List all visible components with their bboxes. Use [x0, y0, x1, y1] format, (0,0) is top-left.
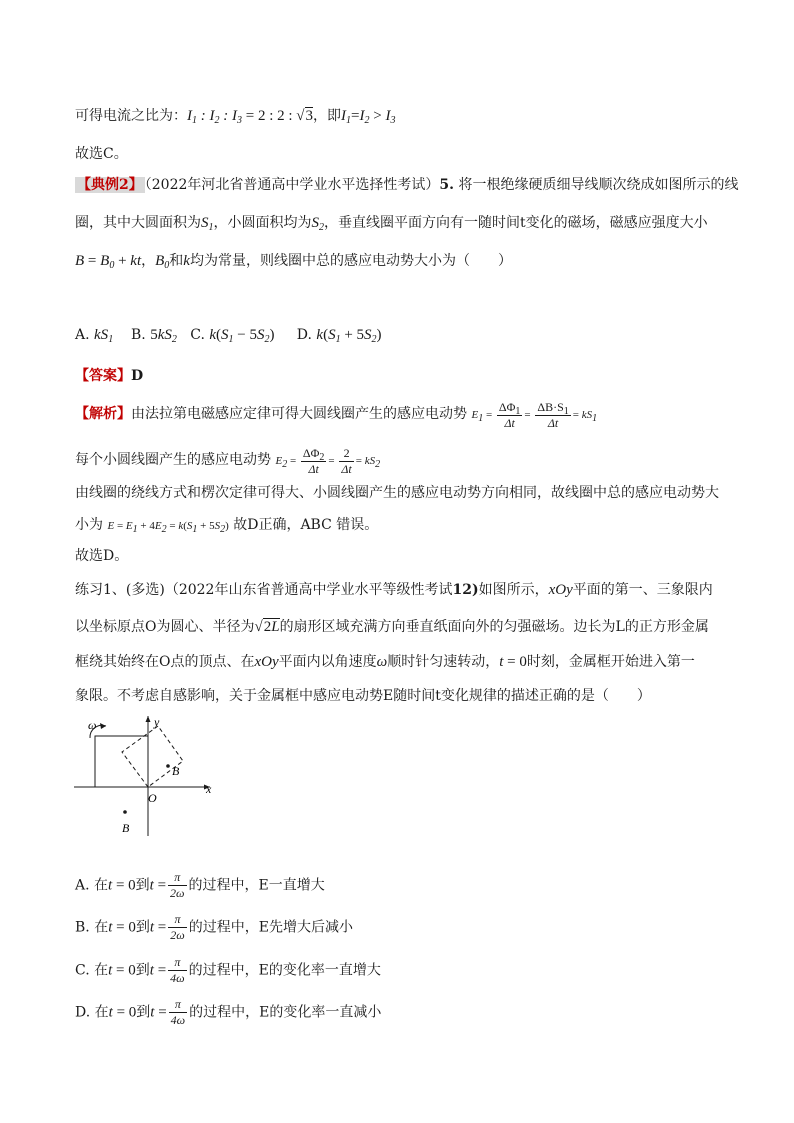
- text: 在: [94, 877, 109, 894]
- question-line: [75, 251, 512, 271]
- text: ，即: [313, 108, 342, 124]
- equation: t =: [150, 1004, 167, 1021]
- equation: t = 0: [108, 919, 136, 936]
- question-number: 5.: [439, 177, 455, 193]
- analysis-line: [75, 515, 378, 536]
- text: 到: [135, 877, 150, 894]
- text: 在: [94, 962, 109, 979]
- text: 平面的第一、三象限内: [572, 582, 713, 598]
- text: 的过程中，E先增大后减小: [188, 919, 353, 936]
- practice-line: [75, 617, 709, 637]
- equation: $kS_1$: [94, 327, 114, 345]
- option-letter: B.: [131, 327, 146, 343]
- option-b[interactable]: [131, 327, 177, 343]
- option-a[interactable]: [75, 327, 113, 343]
- equation: t =: [149, 919, 167, 936]
- equation: $B_0$: [155, 253, 170, 271]
- equation: $k(S_1 + 5S_2)$: [316, 327, 382, 345]
- origin-label: O: [148, 791, 157, 805]
- options-line: [75, 325, 382, 345]
- source: （2022年河北省普通高中学业水平选择性考试）: [144, 177, 440, 193]
- analysis-line: [75, 446, 380, 477]
- text: 平面内以角速度: [278, 654, 377, 670]
- text: 将一根绝缘硬质细导线顺次绕成如图所示的线: [458, 177, 739, 193]
- equation: $I_1=I_2 > I_3$: [341, 108, 396, 126]
- rotating-frame-figure: [70, 712, 230, 836]
- choice-letter: B.: [75, 919, 90, 936]
- practice-line: [75, 652, 695, 672]
- fraction: $\frac{\pi}{4\omega}$: [170, 997, 186, 1027]
- equation: $E_2$ = $\frac{\Delta\Phi_2}{\Delta t}$ = $\frac{2}{\Delta t}$ = $kS_2$: [275, 446, 381, 476]
- text: 故选D。: [75, 548, 129, 564]
- practice-line: [75, 580, 713, 600]
- fraction: $\frac{\pi}{2\omega}$: [170, 870, 185, 900]
- text: ，垂直线圈平面方向有一随时间t变化的磁场，磁感应强度大小: [324, 215, 708, 231]
- text: 每个小圆线圈产生的感应电动势: [75, 452, 271, 469]
- text: ，: [141, 253, 156, 269]
- text: 到: [135, 919, 150, 936]
- analysis-tag: 【解析】: [75, 406, 131, 423]
- analysis-line: [75, 400, 597, 431]
- text: 小为: [75, 517, 103, 533]
- text: 故D正确，ABC 错误。: [233, 517, 379, 533]
- text-line: [75, 106, 395, 126]
- text: 的扇形区域充满方向垂直纸面向外的匀强磁场。边长为L的正方形金属: [279, 619, 709, 635]
- text: 的过程中，E的变化率一直增大: [188, 962, 381, 979]
- field-label: B: [172, 764, 180, 778]
- field-label: B: [122, 821, 130, 835]
- y-axis-arrow: [146, 716, 151, 722]
- equation: $B = B_0$ + kt: [75, 253, 142, 271]
- option-c[interactable]: [190, 327, 274, 343]
- text: 框绕其始终在O点的顶点、在: [75, 654, 255, 670]
- analysis-line: [75, 483, 719, 503]
- choice-b[interactable]: [75, 912, 353, 943]
- option-d[interactable]: [297, 327, 382, 343]
- equation: $I_1$ : $I_2$ : $I_3 = 2$ : 2 : √3: [187, 108, 314, 126]
- equation: t = 0: [108, 962, 136, 979]
- text: 故选C。: [75, 146, 128, 162]
- example-tag: 【典例2】: [77, 177, 143, 193]
- equation: $5kS_2$: [150, 327, 177, 345]
- question-number: 12): [452, 582, 479, 598]
- fraction: $\frac{\pi}{2\omega}$: [170, 912, 185, 942]
- text: ，小圆面积均为: [213, 215, 312, 231]
- text: 由线圈的绕线方式和楞次定律可得大、小圆线圈产生的感应电动势方向相同，故线圈中总的感应电动势大: [75, 485, 719, 501]
- choice-letter: C.: [75, 962, 90, 979]
- equation: $E_1$ = $\frac{\Delta\Phi_1}{\Delta t}$ = $\frac{\Delta B\cdot S_1}{\Delta t}$ = $kS_1$: [471, 400, 598, 430]
- equation: k: [183, 253, 190, 269]
- text: 均为常量，则线圈中总的感应电动势大小为（ ）: [189, 253, 512, 269]
- text: 可得电流之比为：: [75, 108, 187, 124]
- text: 在: [94, 919, 109, 936]
- equation: t =: [149, 877, 167, 894]
- rotation-arrow-icon: [100, 723, 106, 729]
- equation: $E = E_1 + 4E_2 = k(S_1 + 5S_2)$: [107, 520, 229, 535]
- choice-a[interactable]: [75, 870, 325, 901]
- choice-letter: A.: [75, 877, 90, 894]
- y-label: y: [154, 715, 160, 729]
- choice-c[interactable]: [75, 955, 381, 986]
- text: 由法拉第电磁感应定律可得大圆线圈产生的感应电动势: [131, 406, 467, 423]
- text: 的过程中，E一直增大: [188, 877, 325, 894]
- option-letter: A.: [75, 327, 90, 343]
- answer-line: [75, 366, 143, 386]
- text: 在: [94, 1004, 109, 1021]
- text: 象限。不考虑自感影响，关于金属框中感应电动势E随时间t变化规律的描述正确的是（ ）: [75, 688, 651, 704]
- square-frame: [95, 736, 148, 787]
- equation: $k(S_1 - 5S_2)$: [209, 327, 275, 345]
- text: 以坐标原点O为圆心、半径为: [75, 619, 255, 635]
- text: 练习1、(多选)（2022年山东省普通高中学业水平等级性考试: [75, 582, 453, 598]
- x-label: x: [206, 782, 212, 796]
- text: 和: [169, 253, 184, 269]
- option-letter: C.: [190, 327, 205, 343]
- fraction: $\frac{\pi}{4\omega}$: [170, 955, 185, 985]
- text: 圈，其中大圆面积为: [75, 215, 201, 231]
- choice-letter: D.: [75, 1004, 91, 1021]
- equation: $S_1$: [201, 215, 214, 233]
- question-line: [75, 213, 708, 233]
- equation: t = 0: [499, 654, 527, 670]
- text: 到: [135, 962, 150, 979]
- equation: $S_2$: [311, 215, 324, 233]
- field-dot: [123, 810, 127, 814]
- answer-tag: 【答案】: [75, 368, 131, 384]
- analysis-line: [75, 546, 128, 566]
- text: 如图所示，: [478, 582, 549, 598]
- text: 时刻，金属框开始进入第一: [526, 654, 695, 670]
- equation: t = 0: [108, 1004, 137, 1021]
- field-dot: [166, 764, 170, 768]
- equation: xOy: [548, 582, 573, 598]
- equation: ω: [376, 654, 388, 670]
- text: 顺时针匀速转动，: [387, 654, 500, 670]
- question-line: [75, 175, 738, 195]
- equation: t =: [149, 962, 167, 979]
- option-letter: D.: [296, 327, 312, 343]
- text: 到: [136, 1004, 151, 1021]
- practice-line: [75, 686, 651, 706]
- equation: √2L: [254, 619, 280, 635]
- omega-label: ω: [88, 718, 97, 732]
- text: 的过程中，E的变化率一直减小: [189, 1004, 382, 1021]
- equation: xOy: [254, 654, 279, 670]
- answer-value: D: [131, 368, 144, 384]
- equation: t = 0: [108, 877, 136, 894]
- choice-d[interactable]: [75, 997, 381, 1028]
- text-line: [75, 144, 128, 164]
